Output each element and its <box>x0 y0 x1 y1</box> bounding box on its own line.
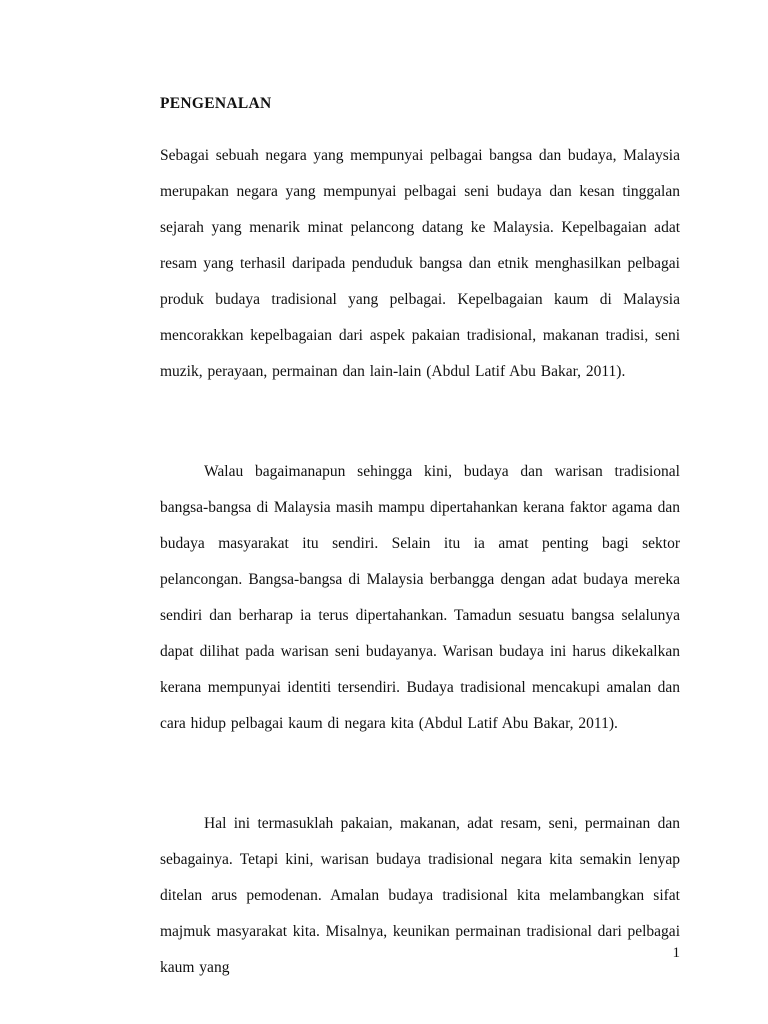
document-body <box>160 86 680 986</box>
page-number: 1 <box>672 945 680 961</box>
paragraph-1: Sebagai sebuah negara yang mempunyai pelbagai bangsa dan budaya, Malaysia merupakan negara yang mempunyai pelbagai seni budaya dan kesan tinggalan sejarah yang menarik minat pelancong datang ke Malaysia. Kepelbagaian adat resam yang terhasil daripada penduduk bangsa dan etnik menghasilkan pelbagai produk budaya tradisional yang pelbagai. Kepelbagaian kaum di Malaysia mencorakkan kepelbagaian dari aspek pakaian tradisional, makanan tradisi, seni muzik, perayaan, permainan dan lain-lain (Abdul Latif Abu Bakar, 2011). <box>160 147 680 380</box>
paragraph-3: Hal ini termasuklah pakaian, makanan, adat resam, seni, permainan dan sebagainya. Tetapi kini, warisan budaya tradisional negara kita semakin lenyap ditelan arus pemodenan. Amalan budaya tradisional kita melambangkan sifat majmuk masyarakat kita. Misalnya, keunikan permainan tradisional dari pelbagai kaum yang <box>160 815 680 976</box>
section-heading: PENGENALAN <box>160 95 272 112</box>
paragraph-2: Walau bagaimanapun sehingga kini, budaya dan warisan tradisional bangsa-bangsa di Malaysia masih mampu dipertahankan kerana faktor agama dan budaya masyarakat itu sendiri. Selain itu ia amat penting bagi sektor pelancongan. Bangsa-bangsa di Malaysia berbangga dengan adat budaya mereka sendiri dan berharap ia terus dipertahankan. Tamadun sesuatu bangsa selalunya dapat dilihat pada warisan seni budayanya. Warisan budaya ini harus dikekalkan kerana mempunyai identiti tersendiri. Budaya tradisional mencakupi amalan dan cara hidup pelbagai kaum di negara kita (Abdul Latif Abu Bakar, 2011). <box>160 463 680 732</box>
